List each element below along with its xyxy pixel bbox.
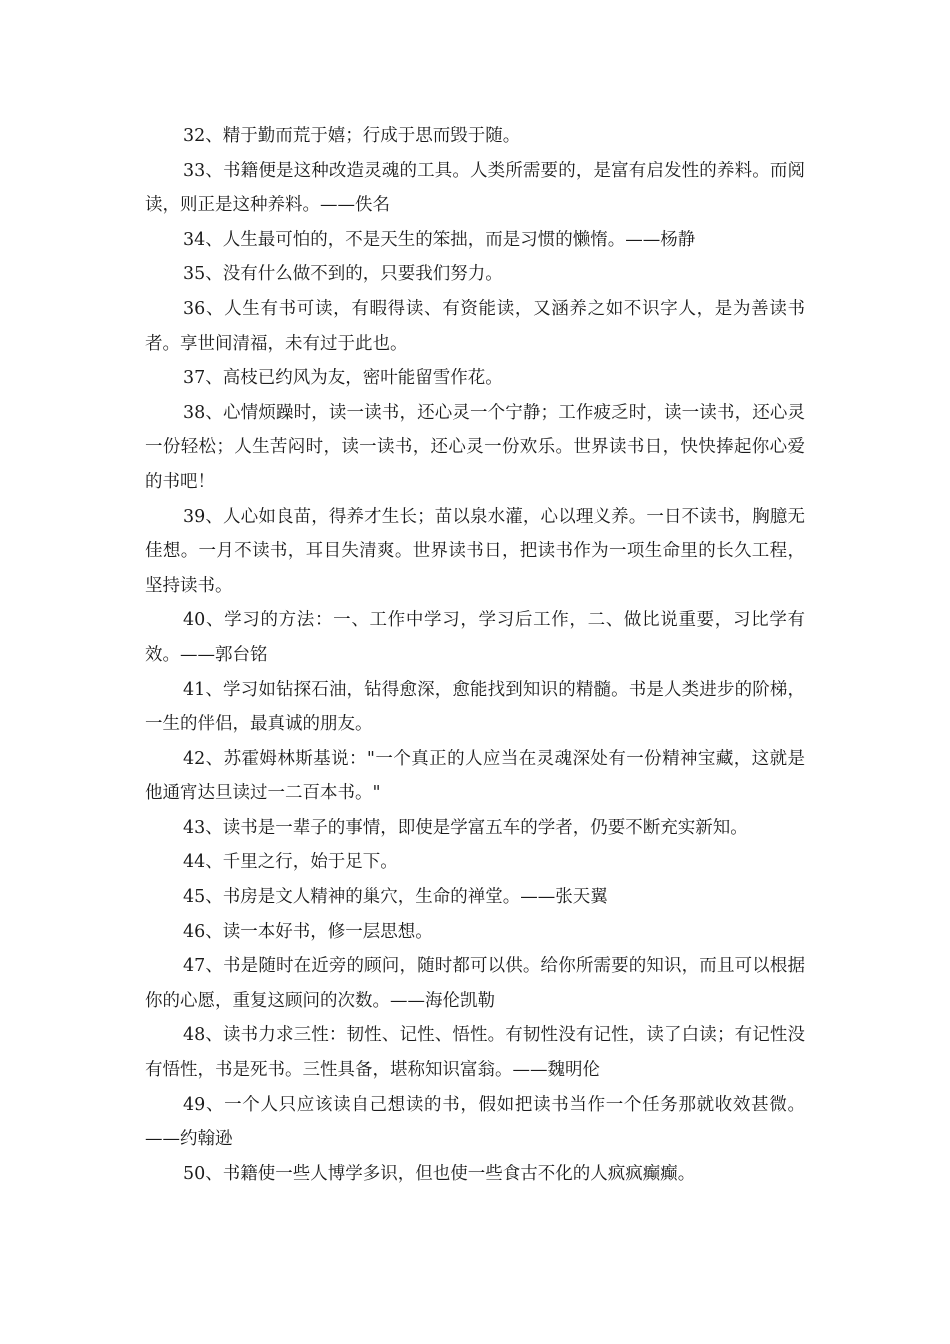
quote-36: 36、人生有书可读，有暇得读、有资能读，又涵养之如不识字人，是为善读书者。享世间清福，未有过于此也。: [145, 298, 805, 354]
quote-35: 35、没有什么做不到的，只要我们努力。: [183, 264, 503, 285]
quote-37: 37、高枝已约风为友，密叶能留雪作花。: [183, 368, 503, 389]
quote-48: 48、读书力求三性：韧性、记性、悟性。有韧性没有记性，读了白读；有记性没有悟性，书是死书。三性具备，堪称知识富翁。——魏明伦: [145, 1025, 805, 1081]
quote-33: 33、书籍便是这种改造灵魂的工具。人类所需要的，是富有启发性的养料。而阅读，则正是这种养料。——佚名: [145, 160, 805, 216]
quote-34: 34、人生最可怕的，不是天生的笨拙，而是习惯的懒惰。——杨静: [183, 229, 696, 250]
quote-45: 45、书房是文人精神的巢穴，生命的禅堂。——张天翼: [183, 887, 608, 908]
quote-38: 38、心情烦躁时，读一读书，还心灵一个宁静；工作疲乏时，读一读书，还心灵一份轻松；人生苦闷时，读一读书，还心灵一份欢乐。世界读书日，快快捧起你心爱的书吧！: [145, 402, 805, 492]
quote-32: 32、精于勤而荒于嬉；行成于思而毁于随。: [183, 126, 521, 146]
quote-40: 40、学习的方法：一、工作中学习，学习后工作，二、做比说重要，习比学有效。——郭台铭: [145, 610, 805, 665]
quote-42: 42、苏霍姆林斯基说："一个真正的人应当在灵魂深处有一份精神宝藏，这就是他通宵达旦读过一二百本书。": [145, 748, 805, 804]
quote-50: 50、书籍使一些人博学多识，但也使一些食古不化的人疯疯癫癫。: [183, 1163, 696, 1184]
quote-39: 39、人心如良苗，得养才生长；苗以泉水灌，心以理义养。一日不读书，胸臆无佳想。一月不读书，耳目失清爽。世界读书日，把读书作为一项生命里的长久工程，坚持读书。: [145, 506, 805, 596]
quote-44: 44、千里之行，始于足下。: [183, 852, 398, 873]
quote-49: 49、一个人只应该读自己想读的书，假如把读书当作一个任务那就收效甚微。——约翰逊: [145, 1094, 805, 1150]
quote-41: 41、学习如钻探石油，钻得愈深，愈能找到知识的精髓。书是人类进步的阶梯，一生的伴侣，最真诚的朋友。: [145, 679, 805, 735]
quote-list: [145, 119, 805, 1191]
quote-46: 46、读一本好书，修一层思想。: [183, 921, 433, 942]
quote-43: 43、读书是一辈子的事情，即使是学富五车的学者，仍要不断充实新知。: [183, 817, 748, 838]
quote-47: 47、书是随时在近旁的顾问，随时都可以供。给你所需要的知识，而且可以根据你的心愿，重复这顾问的次数。——海伦凯勒: [145, 956, 805, 1011]
